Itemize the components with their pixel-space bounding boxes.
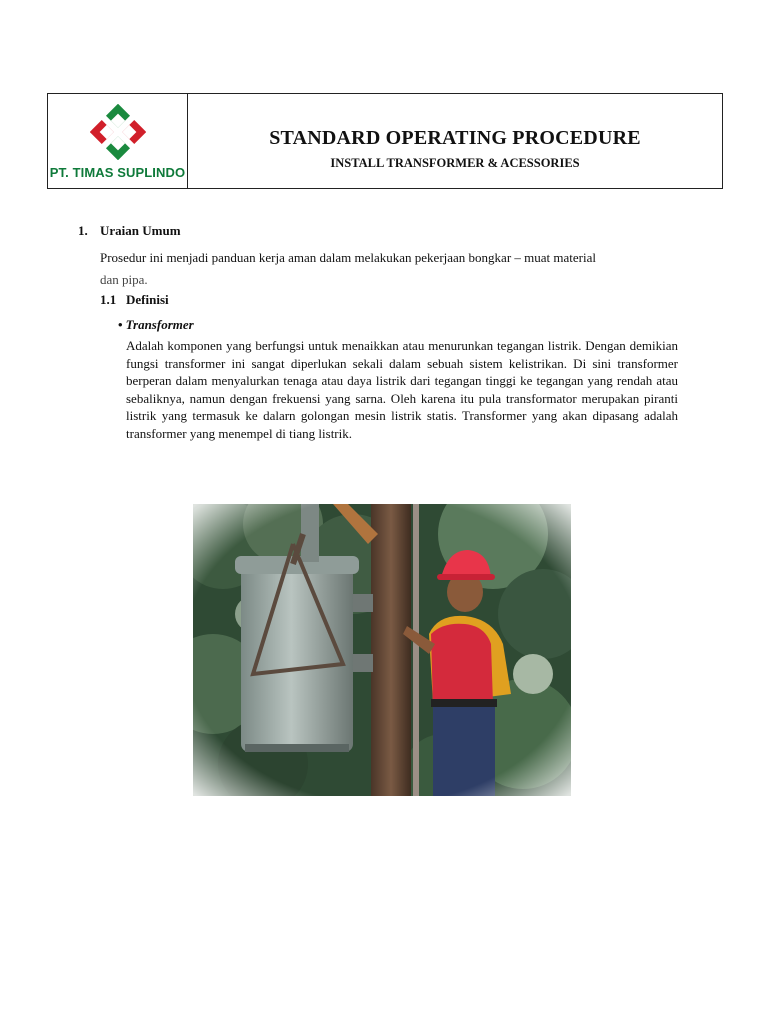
document-title: STANDARD OPERATING PROCEDURE — [269, 127, 641, 149]
section-number: 1. — [78, 223, 88, 238]
definition-paragraph: Adalah komponen yang berfungsi untuk menaikkan atau menurunkan tegangan listrik. Dengan demikian fungsi transformer ini sangat diperlukan sekali dalam sebuah sistem kelistrikan. Di sini transformer berperan dalam menyalurkan tenaga atau daya listrik dari tegangan tinggi ke tegangan yang rendah atau sebaliknya, namun dengan frekuensi yang sarna. Oleh karena itu pula transformator merupakan piranti listrik yang termasuk ke dalarn golongan mesin listrik statis. Transformer yang akan dipasang adalah transformer yang menempel di tiang listrik. — [126, 338, 678, 441]
bullet-title: Transformer — [125, 317, 194, 332]
section-heading — [78, 223, 181, 239]
document-header — [47, 93, 723, 189]
transformer-photo-illustration — [193, 504, 571, 796]
section-title: Uraian Umum — [100, 223, 181, 238]
subsection-heading — [100, 292, 169, 308]
subsection-number: 1.1 — [100, 292, 117, 307]
title-cell — [188, 94, 722, 188]
logo-cell — [48, 94, 188, 188]
intro-text — [100, 247, 680, 291]
transformer-photo — [193, 504, 571, 796]
subsection-title: Definisi — [126, 292, 169, 307]
company-logo-icon — [90, 104, 146, 160]
bullet-item — [118, 317, 194, 333]
bullet-icon: • — [118, 317, 123, 332]
intro-line-2: dan pipa. — [100, 272, 148, 287]
intro-line-1: Prosedur ini menjadi panduan kerja aman dalam melakukan pekerjaan bongkar – muat material — [100, 250, 596, 265]
company-name: PT. TIMAS SUPLINDO — [49, 165, 186, 180]
document-subtitle: INSTALL TRANSFORMER & ACESSORIES — [330, 156, 580, 170]
